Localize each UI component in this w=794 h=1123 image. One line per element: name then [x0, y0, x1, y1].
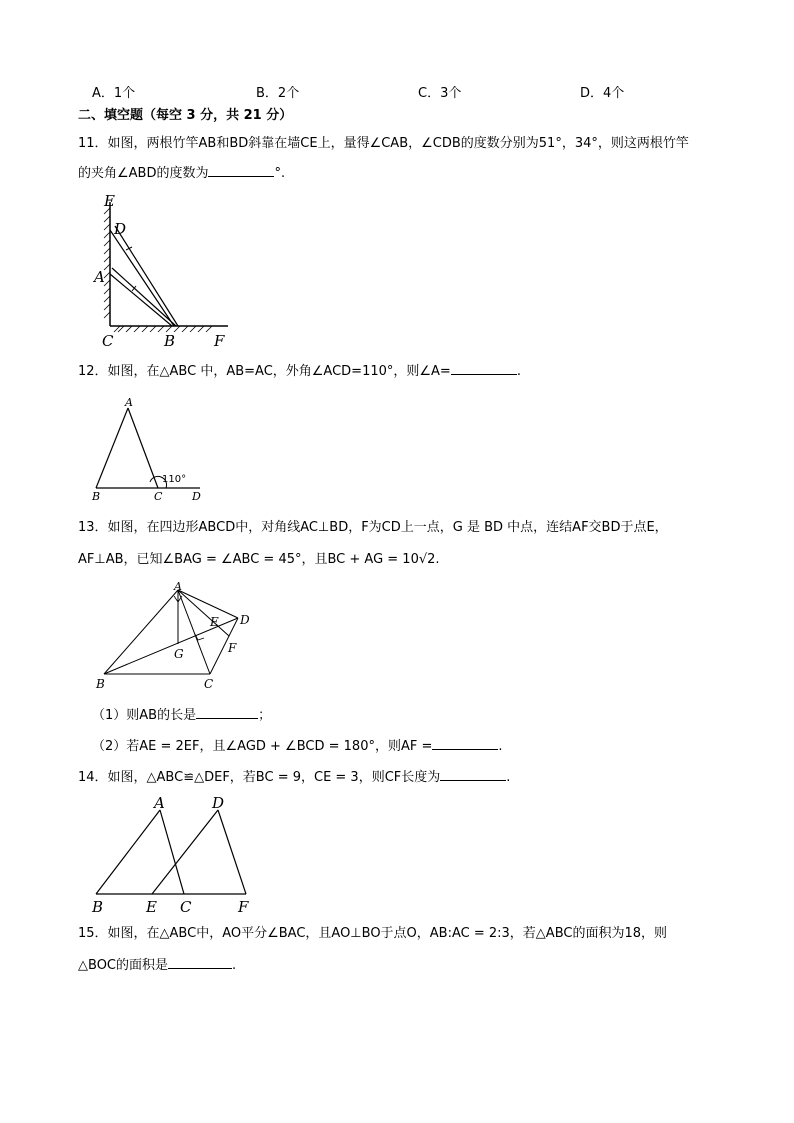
q13-line1: 13．如图，在四边形ABCD中，对角线AC⊥BD，F为CD上一点，G 是 BD 中点，连结AF交BD于点E，: [78, 520, 668, 535]
q11-label-f: F: [214, 332, 225, 350]
q14-text: [78, 768, 510, 788]
section-title: 二、填空题（每空 3 分，共 21 分）: [78, 108, 293, 123]
q12-label-c: C: [154, 490, 163, 503]
q15-line2: [78, 956, 236, 976]
q11-line2-suffix: °.: [274, 166, 286, 181]
q12-text-suffix: .: [516, 364, 521, 379]
q14-label-e: E: [146, 898, 157, 916]
q12-label-d: D: [192, 490, 201, 503]
q13-label-c: C: [204, 677, 214, 691]
option-c: C．3个: [418, 86, 462, 101]
q12-figure: [88, 394, 218, 506]
q12-angle-label: 110°: [162, 474, 187, 485]
q13-sub2-answer-blank[interactable]: [432, 737, 498, 750]
q11-label-a: A: [94, 268, 105, 286]
q14-answer-blank[interactable]: [440, 768, 506, 781]
q14-label-d: D: [212, 794, 225, 812]
q11-label-e: E: [104, 192, 115, 210]
q14-label-f: F: [238, 898, 249, 916]
q15-answer-blank[interactable]: [168, 956, 232, 969]
q14-label-b: B: [92, 898, 104, 916]
option-a: A．1个: [92, 86, 136, 101]
q13-sub2-prefix: （2）若AE = 2EF，且∠AGD + ∠BCD = 180°，则AF =: [92, 739, 433, 754]
q13-sub1: [92, 706, 271, 726]
q15-line1: 15．如图，在△ABC中，AO平分∠BAC，且AO⊥BO于点O，AB:AC = 2:3，若△ABC的面积为18，则: [78, 926, 667, 941]
q11-label-c: C: [102, 332, 114, 350]
q13-sub2-suffix: .: [498, 739, 503, 754]
q12-label-b: B: [92, 490, 101, 503]
q14-label-c: C: [180, 898, 192, 916]
q12-text: [78, 362, 521, 382]
q13-sub1-suffix: ；: [258, 708, 272, 723]
q12-text-prefix: 12．如图，在△ABC 中，AB=AC，外角∠ACD=110°，则∠A=: [78, 364, 451, 379]
q13-sub2: [92, 737, 503, 757]
q14-text-prefix: 14．如图，△ABC≌△DEF，若BC = 9，CE = 3，则CF长度为: [78, 770, 441, 785]
q12-answer-blank[interactable]: [451, 362, 517, 375]
q13-label-b: B: [96, 677, 105, 691]
q14-label-a: A: [154, 794, 165, 812]
q13-figure: [92, 582, 262, 692]
q13-label-f: F: [228, 641, 237, 655]
q13-label-e: E: [210, 615, 219, 629]
q11-line2: [78, 164, 285, 184]
q11-line2-prefix: 的夹角∠ABD的度数为: [78, 166, 209, 181]
q12-label-a: A: [125, 396, 133, 409]
q13-sub1-answer-blank[interactable]: [196, 706, 258, 719]
q15-line2-prefix: △BOC的面积是: [78, 958, 168, 973]
q14-text-suffix: .: [506, 770, 511, 785]
q11-label-d: D: [114, 220, 127, 238]
q14-figure: [88, 794, 258, 918]
option-d: D．4个: [580, 86, 625, 101]
q11-figure: [88, 192, 238, 352]
q13-line2: AF⊥AB，已知∠BAG = ∠ABC = 45°，且BC + AG = 10√2.: [78, 552, 440, 567]
option-b: B．2个: [256, 86, 300, 101]
q11-label-b: B: [164, 332, 176, 350]
q11-answer-blank[interactable]: [208, 164, 274, 177]
q13-label-a: A: [174, 580, 182, 593]
q13-label-g: G: [174, 647, 184, 661]
q13-sub1-prefix: （1）则AB的长是: [92, 708, 197, 723]
q11-line1: 11．如图，两根竹竿AB和BD斜靠在墙CE上，量得∠CAB，∠CDB的度数分别为51°，34°，则这两根竹竿: [78, 136, 689, 151]
q13-label-d: D: [240, 613, 250, 627]
q15-line2-suffix: .: [232, 958, 237, 973]
